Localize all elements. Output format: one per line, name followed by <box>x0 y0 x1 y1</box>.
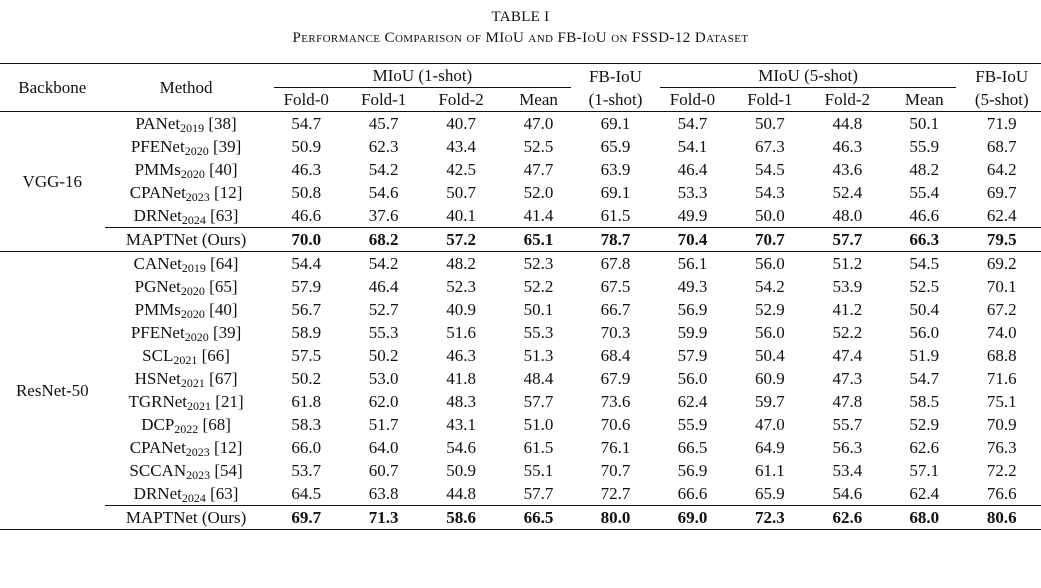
table-row <box>0 367 1041 390</box>
table-row <box>0 275 1041 298</box>
value-cell: 53.7 <box>291 461 322 480</box>
method-cell <box>105 204 268 228</box>
value-cell: 70.9 <box>986 415 1017 434</box>
table-label: TABLE I <box>491 9 550 25</box>
value-cell: 56.0 <box>755 323 785 342</box>
value-cell: 60.9 <box>755 369 785 388</box>
value-cell: 63.8 <box>368 484 399 503</box>
table-row <box>0 181 1041 204</box>
value-cell: 40.9 <box>446 300 476 319</box>
value-cell: 47.8 <box>832 392 863 411</box>
table-row-ours <box>0 506 1041 530</box>
value-cell-best: 71.3 <box>345 506 422 530</box>
header-method: Method <box>105 64 268 112</box>
value-cell: 56.3 <box>832 438 863 457</box>
value-cell: 62.3 <box>368 137 399 156</box>
method-name: DCP <box>141 415 175 434</box>
value-cell: 51.0 <box>523 415 554 434</box>
header-mean: Mean <box>500 88 577 112</box>
value-cell: 52.0 <box>523 183 554 202</box>
value-cell: 67.2 <box>986 300 1017 319</box>
method-ref: [54] <box>214 461 243 480</box>
method-cell <box>105 158 268 181</box>
backbone-cell: ResNet-50 <box>0 252 105 530</box>
method-year: 2019 <box>181 261 206 275</box>
value-cell: 52.2 <box>523 277 554 296</box>
method-ref: [40] <box>209 160 238 179</box>
value-cell-best: 79.5 <box>962 228 1041 252</box>
value-cell: 50.2 <box>291 369 322 388</box>
value-cell: 55.9 <box>677 415 708 434</box>
value-cell: 47.0 <box>755 415 785 434</box>
method-name: PGNet <box>134 277 181 296</box>
table-row <box>0 158 1041 181</box>
value-cell: 69.1 <box>600 114 631 133</box>
value-cell: 52.9 <box>755 300 785 319</box>
value-cell: 61.8 <box>291 392 322 411</box>
header-fold: Fold-0 <box>268 88 345 112</box>
value-cell: 68.8 <box>986 346 1017 365</box>
value-cell: 70.1 <box>986 277 1017 296</box>
header-miou-5shot <box>654 64 963 89</box>
value-cell: 42.5 <box>446 160 476 179</box>
value-cell: 50.1 <box>909 114 940 133</box>
table-row <box>0 135 1041 158</box>
value-cell: 54.5 <box>755 160 785 179</box>
value-cell: 62.4 <box>677 392 708 411</box>
value-cell: 43.6 <box>832 160 863 179</box>
method-cell <box>105 459 268 482</box>
value-cell: 73.6 <box>600 392 631 411</box>
value-cell: 76.1 <box>600 438 631 457</box>
value-cell: 46.6 <box>909 206 940 225</box>
header-miou-5shot-label: MIoU (5-shot) <box>660 64 957 88</box>
header-fbiou-1shot: FB-IoU <box>577 64 653 89</box>
value-cell-best: 70.7 <box>731 228 808 252</box>
method-name: HSNet <box>134 369 181 388</box>
value-cell: 50.7 <box>755 114 785 133</box>
method-name: TGRNet <box>128 392 188 411</box>
method-ref: [39] <box>212 137 242 156</box>
value-cell: 56.7 <box>291 300 322 319</box>
value-cell: 54.7 <box>909 369 940 388</box>
value-cell: 61.5 <box>523 438 554 457</box>
value-cell: 44.8 <box>832 114 863 133</box>
value-cell: 48.3 <box>446 392 476 411</box>
method-cell <box>105 181 268 204</box>
value-cell: 67.9 <box>600 369 631 388</box>
value-cell: 41.2 <box>832 300 863 319</box>
header-miou-1shot-label: MIoU (1-shot) <box>274 64 572 88</box>
method-year: 2020 <box>180 167 205 181</box>
value-cell: 62.6 <box>909 438 940 457</box>
value-cell: 50.7 <box>446 183 476 202</box>
table-row <box>0 298 1041 321</box>
value-cell: 57.9 <box>677 346 708 365</box>
value-cell: 46.4 <box>368 277 399 296</box>
value-cell: 60.7 <box>368 461 399 480</box>
value-cell: 67.8 <box>577 252 653 276</box>
header-fold: Fold-2 <box>809 88 886 112</box>
method-ref: [66] <box>201 346 230 365</box>
value-cell: 72.2 <box>986 461 1017 480</box>
value-cell: 68.4 <box>600 346 631 365</box>
value-cell: 48.4 <box>523 369 554 388</box>
value-cell: 57.7 <box>523 392 554 411</box>
value-cell: 57.7 <box>523 484 554 503</box>
value-cell: 61.5 <box>600 206 631 225</box>
value-cell: 46.3 <box>832 137 863 156</box>
value-cell: 57.9 <box>291 277 322 296</box>
method-ref: [39] <box>212 323 242 342</box>
value-cell-best: 69.7 <box>268 506 345 530</box>
value-cell: 69.2 <box>962 252 1041 276</box>
method-name: CPANet <box>129 183 186 202</box>
value-cell: 50.2 <box>368 346 399 365</box>
value-cell: 66.7 <box>600 300 631 319</box>
results-table <box>0 63 1041 530</box>
value-cell: 55.4 <box>909 183 940 202</box>
method-ref: [21] <box>215 392 244 411</box>
header-miou-1shot <box>268 64 578 89</box>
method-cell <box>105 135 268 158</box>
value-cell: 54.2 <box>345 252 422 276</box>
value-cell-best: 80.0 <box>577 506 653 530</box>
value-cell: 71.6 <box>986 369 1017 388</box>
method-year: 2023 <box>185 190 210 204</box>
method-ref: [38] <box>208 114 237 133</box>
method-year: 2021 <box>180 376 205 390</box>
method-year: 2024 <box>181 213 206 227</box>
table-row <box>0 459 1041 482</box>
method-ref: [40] <box>209 300 238 319</box>
table-row-ours <box>0 228 1041 252</box>
method-cell <box>105 390 268 413</box>
method-year: 2022 <box>174 422 199 436</box>
value-cell-best: 69.0 <box>654 506 731 530</box>
value-cell-best: 66.5 <box>500 506 577 530</box>
method-ref: [67] <box>209 369 238 388</box>
value-cell: 48.0 <box>832 206 863 225</box>
method-name: PMMs <box>134 300 181 319</box>
value-cell: 62.4 <box>909 484 940 503</box>
value-cell: 50.1 <box>523 300 554 319</box>
method-year: 2023 <box>186 468 211 482</box>
value-cell: 51.9 <box>909 346 940 365</box>
value-cell: 54.1 <box>677 137 708 156</box>
method-year: 2023 <box>185 445 210 459</box>
value-cell: 55.3 <box>368 323 399 342</box>
value-cell: 61.1 <box>755 461 785 480</box>
value-cell: 69.1 <box>600 183 631 202</box>
method-name: SCL <box>142 346 174 365</box>
method-cell <box>105 275 268 298</box>
table-row <box>0 204 1041 228</box>
value-cell: 49.3 <box>677 277 708 296</box>
value-cell: 65.9 <box>600 137 631 156</box>
value-cell: 54.6 <box>368 183 399 202</box>
value-cell: 54.7 <box>677 114 708 133</box>
value-cell: 51.3 <box>523 346 554 365</box>
value-cell: 50.4 <box>755 346 785 365</box>
value-cell: 52.5 <box>909 277 940 296</box>
value-cell: 52.3 <box>500 252 577 276</box>
value-cell-best: 70.4 <box>654 228 731 252</box>
method-cell <box>105 252 268 276</box>
value-cell: 54.2 <box>368 160 399 179</box>
method-ref: [64] <box>210 254 239 273</box>
value-cell: 48.2 <box>422 252 499 276</box>
value-cell: 52.4 <box>832 183 863 202</box>
value-cell-best: 66.3 <box>886 228 962 252</box>
value-cell: 54.6 <box>446 438 476 457</box>
table-row <box>0 252 1041 276</box>
value-cell: 40.7 <box>446 114 476 133</box>
value-cell: 53.0 <box>368 369 399 388</box>
table-row <box>0 482 1041 506</box>
method-cell <box>105 413 268 436</box>
table-row <box>0 390 1041 413</box>
value-cell: 68.7 <box>986 137 1017 156</box>
value-cell: 45.7 <box>368 114 399 133</box>
value-cell: 41.4 <box>523 206 554 225</box>
value-cell: 51.2 <box>809 252 886 276</box>
value-cell: 54.6 <box>832 484 863 503</box>
value-cell: 56.0 <box>677 369 708 388</box>
value-cell: 71.9 <box>986 114 1017 133</box>
header-fbiou-1shot-sub: (1-shot) <box>577 88 653 112</box>
value-cell: 47.4 <box>832 346 863 365</box>
value-cell: 53.4 <box>832 461 863 480</box>
value-cell: 67.5 <box>600 277 631 296</box>
value-cell-best: 78.7 <box>577 228 653 252</box>
method-year: 2020 <box>184 330 209 344</box>
value-cell: 56.0 <box>731 252 808 276</box>
value-cell: 54.2 <box>755 277 785 296</box>
value-cell: 50.8 <box>291 183 322 202</box>
value-cell: 49.9 <box>677 206 708 225</box>
value-cell-best: 58.6 <box>422 506 499 530</box>
value-cell: 40.1 <box>446 206 476 225</box>
method-cell <box>105 367 268 390</box>
value-cell: 56.0 <box>909 323 940 342</box>
backbone-cell: VGG-16 <box>22 172 83 191</box>
value-cell: 55.1 <box>523 461 554 480</box>
header-fbiou-5shot-sub: (5-shot) <box>962 88 1041 112</box>
value-cell: 54.7 <box>291 114 322 133</box>
method-cell <box>105 321 268 344</box>
value-cell: 65.9 <box>755 484 785 503</box>
header-backbone: Backbone <box>0 64 105 112</box>
value-cell-best: 70.0 <box>268 228 345 252</box>
value-cell: 51.6 <box>446 323 476 342</box>
header-fold: Fold-1 <box>345 88 422 112</box>
header-mean: Mean <box>886 88 962 112</box>
value-cell: 75.1 <box>986 392 1017 411</box>
value-cell: 74.0 <box>986 323 1017 342</box>
method-cell <box>105 112 268 136</box>
value-cell: 63.9 <box>600 160 631 179</box>
method-ref: [12] <box>214 438 243 457</box>
value-cell: 54.3 <box>755 183 785 202</box>
value-cell: 44.8 <box>446 484 476 503</box>
value-cell-best: 57.2 <box>422 228 499 252</box>
value-cell: 66.0 <box>291 438 322 457</box>
value-cell-best: 68.2 <box>345 228 422 252</box>
value-cell: 46.6 <box>291 206 322 225</box>
method-cell <box>105 436 268 459</box>
value-cell: 43.1 <box>446 415 476 434</box>
value-cell: 64.9 <box>755 438 785 457</box>
value-cell: 52.9 <box>909 415 940 434</box>
value-cell-best: 62.6 <box>809 506 886 530</box>
method-ref: [68] <box>202 415 231 434</box>
value-cell: 54.4 <box>268 252 345 276</box>
value-cell: 66.6 <box>677 484 708 503</box>
value-cell: 54.5 <box>886 252 962 276</box>
value-cell: 57.1 <box>909 461 940 480</box>
value-cell: 56.1 <box>654 252 731 276</box>
value-cell: 59.7 <box>755 392 785 411</box>
method-name: PFENet <box>130 323 185 342</box>
value-cell: 52.2 <box>832 323 863 342</box>
value-cell-best: 65.1 <box>500 228 577 252</box>
value-cell: 64.5 <box>291 484 322 503</box>
value-cell: 50.9 <box>291 137 322 156</box>
header-row-1 <box>0 64 1041 89</box>
value-cell: 57.5 <box>291 346 322 365</box>
method-name: PANet <box>135 114 181 133</box>
value-cell: 64.0 <box>368 438 399 457</box>
value-cell: 43.4 <box>446 137 476 156</box>
value-cell: 52.7 <box>368 300 399 319</box>
value-cell: 62.4 <box>986 206 1017 225</box>
value-cell: 50.4 <box>909 300 940 319</box>
value-cell: 46.3 <box>446 346 476 365</box>
method-ref: [12] <box>214 183 243 202</box>
value-cell: 46.4 <box>677 160 708 179</box>
value-cell: 58.9 <box>291 323 322 342</box>
method-name: PMMs <box>134 160 181 179</box>
method-name: SCCAN <box>129 461 187 480</box>
value-cell: 37.6 <box>368 206 399 225</box>
value-cell: 47.0 <box>523 114 554 133</box>
value-cell: 41.8 <box>446 369 476 388</box>
value-cell: 55.3 <box>523 323 554 342</box>
value-cell: 58.3 <box>291 415 322 434</box>
table-row <box>0 436 1041 459</box>
method-cell <box>105 344 268 367</box>
method-year: 2020 <box>180 307 205 321</box>
value-cell: 69.7 <box>986 183 1017 202</box>
value-cell: 47.7 <box>523 160 554 179</box>
table-row <box>0 344 1041 367</box>
header-fold: Fold-1 <box>731 88 808 112</box>
method-name: PFENet <box>130 137 185 156</box>
value-cell: 70.7 <box>600 461 631 480</box>
value-cell: 76.6 <box>986 484 1017 503</box>
value-cell: 70.6 <box>600 415 631 434</box>
value-cell-best: 57.7 <box>809 228 886 252</box>
value-cell: 55.9 <box>909 137 940 156</box>
method-year: 2024 <box>181 491 206 505</box>
table-body <box>0 112 1041 530</box>
method-cell <box>105 482 268 506</box>
table-row <box>0 321 1041 344</box>
method-ref: [65] <box>209 277 238 296</box>
method-ref: [63] <box>210 206 239 225</box>
value-cell: 58.5 <box>909 392 940 411</box>
method-year: 2021 <box>187 399 212 413</box>
value-cell: 72.7 <box>600 484 631 503</box>
table-row <box>0 112 1041 136</box>
header-fold: Fold-2 <box>422 88 499 112</box>
method-cell-ours: MAPTNet (Ours) <box>105 228 268 252</box>
value-cell: 56.9 <box>677 300 708 319</box>
method-year: 2020 <box>184 144 209 158</box>
value-cell: 52.3 <box>446 277 476 296</box>
value-cell: 76.3 <box>986 438 1017 457</box>
value-cell: 70.3 <box>600 323 631 342</box>
value-cell: 62.0 <box>368 392 399 411</box>
value-cell: 48.2 <box>909 160 940 179</box>
table-caption <box>0 0 1041 52</box>
value-cell: 52.5 <box>523 137 554 156</box>
value-cell: 51.7 <box>368 415 399 434</box>
method-name: CANet <box>133 254 182 273</box>
table-row <box>0 413 1041 436</box>
value-cell: 56.9 <box>677 461 708 480</box>
method-cell <box>105 298 268 321</box>
value-cell: 50.0 <box>755 206 785 225</box>
value-cell-best: 80.6 <box>962 506 1041 530</box>
method-name: CPANet <box>129 438 186 457</box>
value-cell: 47.3 <box>832 369 863 388</box>
table-title: Performance Comparison of MIoU and FB-IoU on FSSD-12 Dataset <box>292 30 749 46</box>
value-cell: 66.5 <box>677 438 708 457</box>
value-cell-best: 68.0 <box>886 506 962 530</box>
method-name: DRNet <box>133 484 182 503</box>
method-cell-ours: MAPTNet (Ours) <box>105 506 268 530</box>
value-cell: 50.9 <box>446 461 476 480</box>
header-fbiou-5shot: FB-IoU <box>962 64 1041 89</box>
value-cell: 46.3 <box>291 160 322 179</box>
method-name: DRNet <box>133 206 182 225</box>
value-cell: 67.3 <box>755 137 785 156</box>
method-ref: [63] <box>210 484 239 503</box>
method-year: 2020 <box>180 284 205 298</box>
method-year: 2019 <box>180 121 205 135</box>
value-cell: 64.2 <box>986 160 1017 179</box>
value-cell: 55.7 <box>832 415 863 434</box>
header-fold: Fold-0 <box>654 88 731 112</box>
method-year: 2021 <box>173 353 198 367</box>
value-cell: 53.3 <box>677 183 708 202</box>
value-cell-best: 72.3 <box>731 506 808 530</box>
value-cell: 59.9 <box>677 323 708 342</box>
value-cell: 53.9 <box>832 277 863 296</box>
